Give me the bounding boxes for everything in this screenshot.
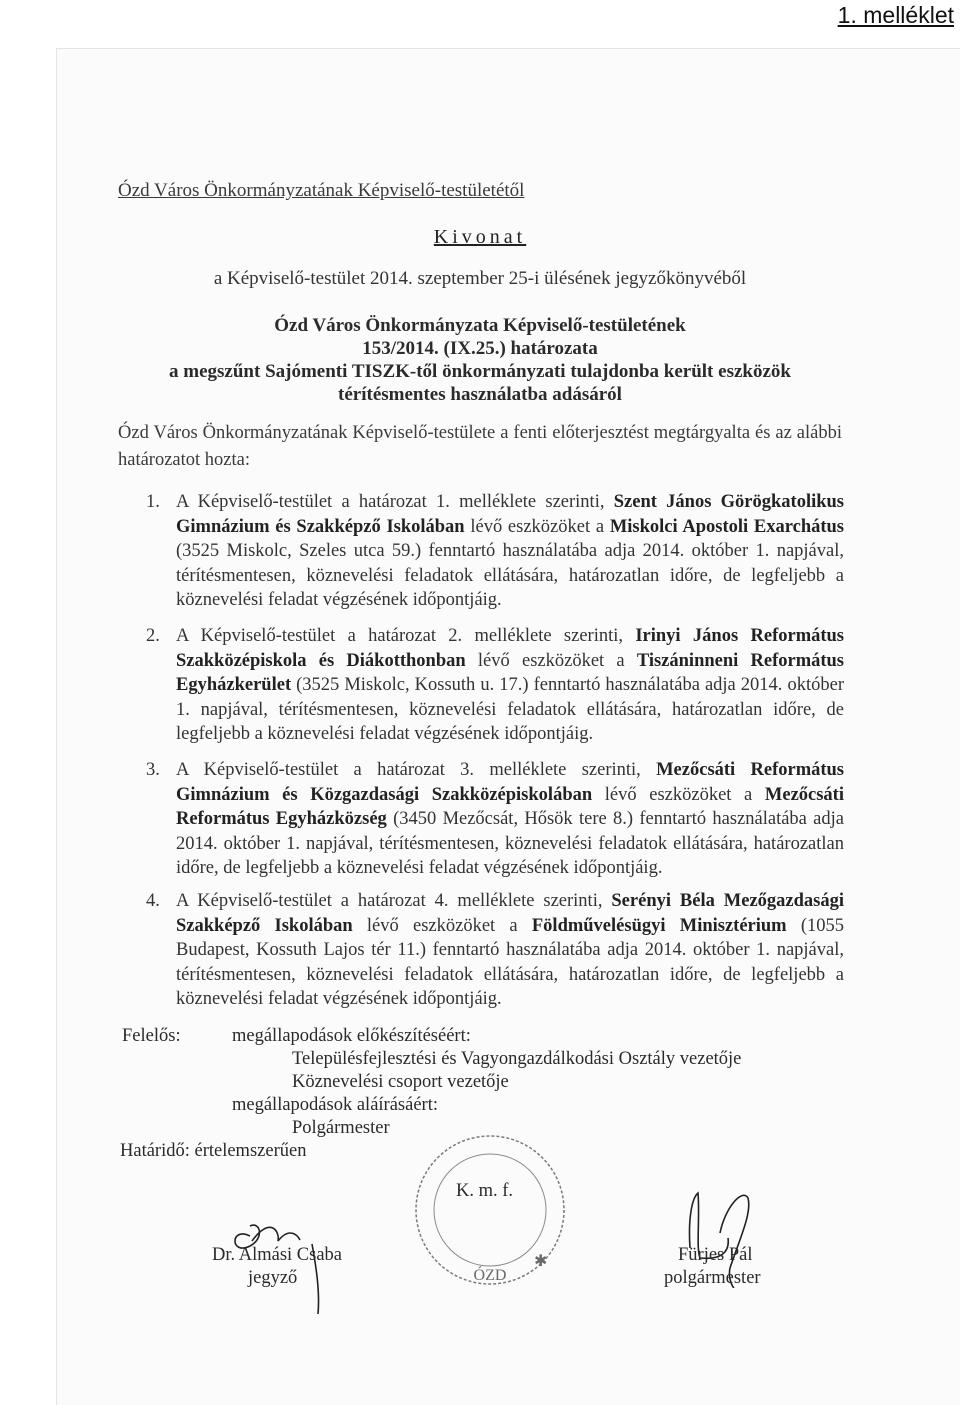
resolution-subject-2: térítésmentes használatba adásáról <box>338 384 622 405</box>
annex-label: 1. melléklet <box>837 2 954 28</box>
item-number: 2. <box>146 626 160 646</box>
item-text: (3450 Mezőcsát, Hősök tere 8.) fenntartó használatába adja 2014. október 1. napjával, térítésmentesen, köznevelési feladatok ellátására, határozatlan időre, de legfeljebb a köznevelési feladat végzésének időpontjáig. <box>176 809 844 878</box>
resolution-item-4 <box>146 889 844 1012</box>
item-text: lévő eszközöket a <box>592 784 765 805</box>
item-school: Szent János Görögkatolikus Gimnázium és Szakképző Iskolában <box>176 492 845 537</box>
resolution-item-3 <box>146 758 844 881</box>
item-school: Irinyi János Református Szakközépiskola és Diákotthonban <box>176 626 844 671</box>
left-signatory-name: Dr. Almási Csaba <box>212 1245 343 1265</box>
deadline-line: Határidő: értelemszerűen <box>120 1141 307 1161</box>
item-number: 3. <box>146 760 160 780</box>
kmf-mark: K. m. f. <box>456 1181 514 1201</box>
item-maintainer: Földművelésügyi Minisztérium <box>531 915 787 936</box>
item-number: 4. <box>146 891 160 911</box>
item-text: (3525 Miskolc, Kossuth u. 17.) fenntartó használatába adja 2014. október 1. napjával, térítésmentesen, köznevelési feladatok ellátására, határozatlan időre, de legfeljebb a köznevelési feladat végzésének időpontjáig. <box>176 675 844 744</box>
item-text: lévő eszközöket a <box>464 516 610 537</box>
item-text: (3525 Miskolc, Szeles utca 59.) fenntartó használatába adja 2014. október 1. napjával, térítésmentesen, köznevelési feladatok ellátására, határozatlan időre, de legfeljebb a köznevelési feladat végzésének időpontjáig. <box>176 541 844 610</box>
svg-text:✱: ✱ <box>534 1253 548 1270</box>
item-maintainer: Mezőcsáti Református Egyházközség <box>176 784 844 829</box>
item-number: 1. <box>146 492 160 512</box>
responsible-dept-head: Településfejlesztési és Vagyongazdálkodási Osztály vezetője <box>292 1049 742 1069</box>
seal-text: ÓZD <box>473 1267 507 1284</box>
item-text: A Képviselő-testület a határozat 3. melléklete szerinti, <box>176 760 657 780</box>
resolution-heading-1: Ózd Város Önkormányzata Képviselő-testületének <box>274 315 686 336</box>
right-signatory-title: polgármester <box>664 1268 761 1288</box>
item-school: Mezőcsáti Református Gimnázium és Közgazdasági Szakközépiskolában <box>176 760 844 805</box>
item-text: (1055 Budapest, Kossuth Lajos tér 11.) fenntartó használatába adja 2014. október 1. napjával, térítésmentesen, köznevelési feladatok ellátására, határozatlan időre, de legfeljebb a köznevelési feladat végzésének időpontjáig. <box>176 915 844 1009</box>
responsible-label: Felelős: <box>122 1026 181 1046</box>
item-maintainer: Miskolci Apostoli Exarchátus <box>609 516 845 537</box>
responsible-prep: megállapodások előkészítéséért: <box>232 1026 471 1046</box>
official-seal-icon <box>410 1130 570 1290</box>
responsible-mayor: Polgármester <box>292 1118 390 1138</box>
resolution-subject: a megszűnt Sajómenti TISZK-től önkormányzati tulajdonba került eszközök <box>169 361 791 382</box>
issuer-line: Ózd Város Önkormányzatának Képviselő-testületétől <box>118 180 525 201</box>
responsible-group-head: Köznevelési csoport vezetője <box>292 1072 509 1092</box>
item-maintainer: Tiszáninneni Református Egyházkerület <box>176 650 845 695</box>
item-text: A Képviselő-testület a határozat 2. melléklete szerinti, <box>176 626 636 646</box>
item-text: lévő eszközöket a <box>465 650 637 671</box>
item-text: A Képviselő-testület a határozat 1. melléklete szerinti, <box>176 492 614 512</box>
item-school: Serényi Béla Mezőgazdasági Szakképző Iskolában <box>176 891 844 936</box>
item-text: lévő eszközöket a <box>352 915 532 936</box>
intro-paragraph: Ózd Város Önkormányzatának Képviselő-testülete a fenti előterjesztést megtárgyalta és az alábbi határozatot hozta: <box>118 423 842 470</box>
resolution-item-1 <box>146 490 844 613</box>
session-line: a Képviselő-testület 2014. szeptember 25-i ülésének jegyzőkönyvéből <box>213 268 747 289</box>
document-title: Kivonat <box>433 226 527 248</box>
resolution-item-2 <box>146 624 844 747</box>
item-text: A Képviselő-testület a határozat 4. melléklete szerinti, <box>176 891 612 911</box>
responsible-signing: megállapodások aláírásáért: <box>232 1095 438 1115</box>
resolution-number: 153/2014. (IX.25.) határozata <box>362 338 598 359</box>
right-signatory-name: Fürjes Pál <box>678 1245 753 1265</box>
left-signatory-title: jegyző <box>248 1268 298 1288</box>
